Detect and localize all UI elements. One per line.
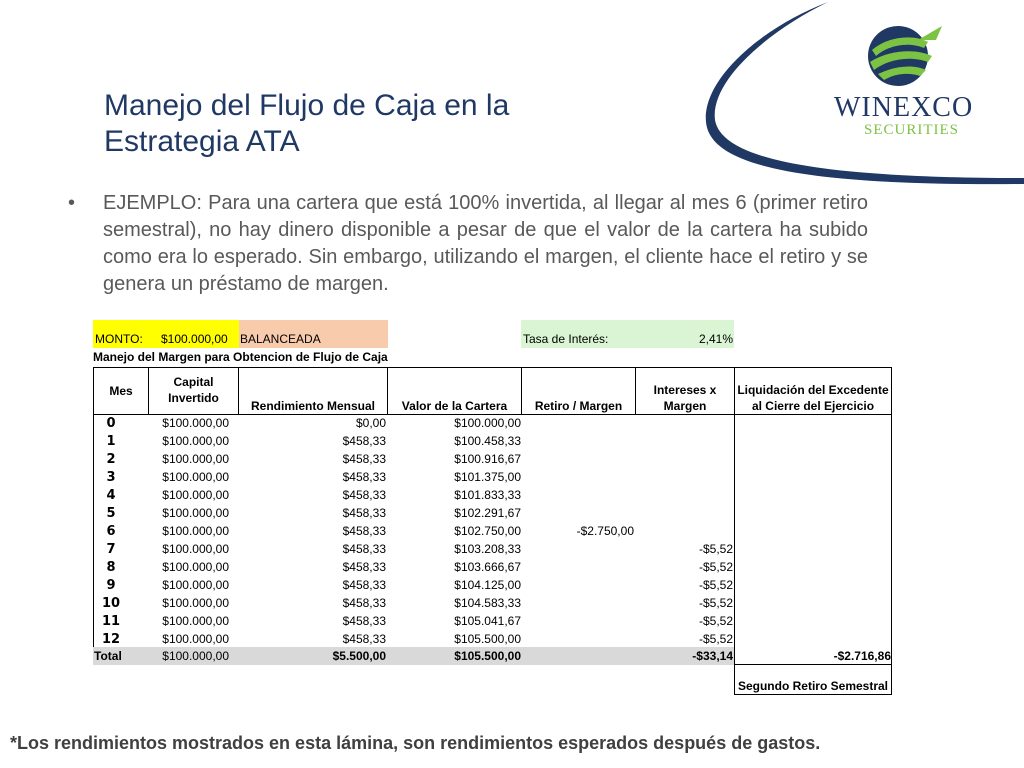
cell-rendimiento: $458,33 xyxy=(342,560,386,574)
bullet-text: EJEMPLO: Para una cartera que está 100% invertida, al llegar al mes 6 (primer retiro semestral), no hay dinero disponible a pesar de que el valor de la cartera ha subido como era lo esperado. Sin embargo, utilizando el margen, el cliente hace el retiro y se genera un préstamo de margen. xyxy=(103,192,868,295)
cell-mes: 1 xyxy=(106,434,116,449)
example-bullet xyxy=(68,190,868,298)
cell-capital: $100.000,00 xyxy=(162,506,229,520)
total-rendimiento: $5.500,00 xyxy=(332,649,386,663)
title-line-2: Estrategia ATA xyxy=(104,125,300,158)
cell-rendimiento: $458,33 xyxy=(342,452,386,466)
cell-capital: $100.000,00 xyxy=(162,614,229,628)
cell-rendimiento: $458,33 xyxy=(342,542,386,556)
total-liquidacion: -$2.716,86 xyxy=(833,649,891,663)
strategy-label: BALANCEADA xyxy=(240,332,321,346)
segundo-retiro-label: Segundo Retiro Semestral xyxy=(734,665,892,695)
cell-mes: 6 xyxy=(106,524,116,539)
liquidacion-column-divider xyxy=(734,414,735,649)
header-liquidacion-line1: Liquidación del Excedente xyxy=(737,383,889,397)
header-mes: Mes xyxy=(93,367,149,415)
cell-valor: $100.458,33 xyxy=(454,434,521,448)
tasa-label: Tasa de Interés: xyxy=(523,332,609,346)
monto-value: $100.000,00 xyxy=(161,332,228,346)
cell-valor: $105.500,00 xyxy=(454,632,521,646)
bullet-marker: • xyxy=(68,192,76,214)
header-capital xyxy=(148,367,239,415)
cell-capital: $100.000,00 xyxy=(162,488,229,502)
total-valor: $105.500,00 xyxy=(454,649,521,663)
cell-capital: $100.000,00 xyxy=(162,560,229,574)
cell-valor: $100.000,00 xyxy=(454,416,521,430)
header-liquidacion-line2: al Cierre del Ejercicio xyxy=(751,399,875,413)
cell-capital: $100.000,00 xyxy=(162,542,229,556)
cell-capital: $100.000,00 xyxy=(162,632,229,646)
cell-retiro: -$2.750,00 xyxy=(576,524,634,538)
cell-rendimiento: $458,33 xyxy=(342,506,386,520)
cell-rendimiento: $458,33 xyxy=(342,578,386,592)
cell-capital: $100.000,00 xyxy=(162,416,229,430)
cell-mes: 12 xyxy=(101,632,121,647)
cell-valor: $103.666,67 xyxy=(454,560,521,574)
cell-intereses: -$5,52 xyxy=(698,596,733,610)
cell-valor: $102.750,00 xyxy=(454,524,521,538)
cell-capital: $100.000,00 xyxy=(162,596,229,610)
header-intereses-line1: Intereses x xyxy=(653,383,717,397)
cell-capital: $100.000,00 xyxy=(162,434,229,448)
cell-mes: 9 xyxy=(106,578,116,593)
cell-rendimiento: $458,33 xyxy=(342,470,386,484)
table-subtitle: Manejo del Margen para Obtencion de Flujo de Caja xyxy=(93,350,388,364)
logo-subtitle: SECURITIES xyxy=(864,122,960,138)
cell-intereses: -$5,52 xyxy=(698,614,733,628)
cell-valor: $100.916,67 xyxy=(454,452,521,466)
header-intereses-line2: Margen xyxy=(663,399,707,413)
header-rendimiento: Rendimiento Mensual xyxy=(238,367,388,415)
winexco-globe-logo xyxy=(858,20,948,90)
cell-mes: 0 xyxy=(106,416,116,431)
cell-mes: 10 xyxy=(101,596,121,611)
cell-valor: $104.125,00 xyxy=(454,578,521,592)
cell-mes: 5 xyxy=(106,506,116,521)
cell-mes: 2 xyxy=(106,452,116,467)
cell-capital: $100.000,00 xyxy=(162,470,229,484)
logo-wordmark: WINEXCO xyxy=(834,92,974,123)
cell-rendimiento: $458,33 xyxy=(342,524,386,538)
header-retiro: Retiro / Margen xyxy=(521,367,636,415)
cell-valor: $101.375,00 xyxy=(454,470,521,484)
cell-valor: $104.583,33 xyxy=(454,596,521,610)
cell-capital: $100.000,00 xyxy=(162,452,229,466)
cell-valor: $101.833,33 xyxy=(454,488,521,502)
header-valor: Valor de la Cartera xyxy=(387,367,522,415)
cell-rendimiento: $458,33 xyxy=(342,434,386,448)
cell-mes: 7 xyxy=(106,542,116,557)
total-label: Total xyxy=(94,649,122,663)
cell-intereses: -$5,52 xyxy=(698,632,733,646)
cell-rendimiento: $458,33 xyxy=(342,488,386,502)
cell-mes: 3 xyxy=(106,470,116,485)
cell-mes: 8 xyxy=(106,560,116,575)
total-intereses: -$33,14 xyxy=(692,649,733,663)
cell-mes: 11 xyxy=(101,614,121,629)
cell-rendimiento: $458,33 xyxy=(342,614,386,628)
cell-rendimiento: $458,33 xyxy=(342,596,386,610)
cell-valor: $105.041,67 xyxy=(454,614,521,628)
cell-intereses: -$5,52 xyxy=(698,578,733,592)
cell-capital: $100.000,00 xyxy=(162,578,229,592)
cell-capital: $100.000,00 xyxy=(162,524,229,538)
cell-intereses: -$5,52 xyxy=(698,542,733,556)
cell-mes: 4 xyxy=(106,488,116,503)
header-liquidacion xyxy=(734,367,892,415)
title-line-1: Manejo del Flujo de Caja en la xyxy=(104,89,510,122)
cell-rendimiento: $0,00 xyxy=(355,416,386,430)
cell-valor: $102.291,67 xyxy=(454,506,521,520)
tasa-value: 2,41% xyxy=(698,332,733,346)
monto-label: MONTO: xyxy=(95,332,143,346)
header-intereses xyxy=(635,367,735,415)
header-capital-line1: Capital xyxy=(173,375,214,389)
slide-title xyxy=(104,88,509,160)
cell-rendimiento: $458,33 xyxy=(342,632,386,646)
cell-intereses: -$5,52 xyxy=(698,560,733,574)
footnote: *Los rendimientos mostrados en esta lámina, son rendimientos esperados después de gastos. xyxy=(10,733,821,753)
cell-valor: $103.208,33 xyxy=(454,542,521,556)
total-capital: $100.000,00 xyxy=(162,649,229,663)
header-capital-line2: Invertido xyxy=(168,391,219,405)
